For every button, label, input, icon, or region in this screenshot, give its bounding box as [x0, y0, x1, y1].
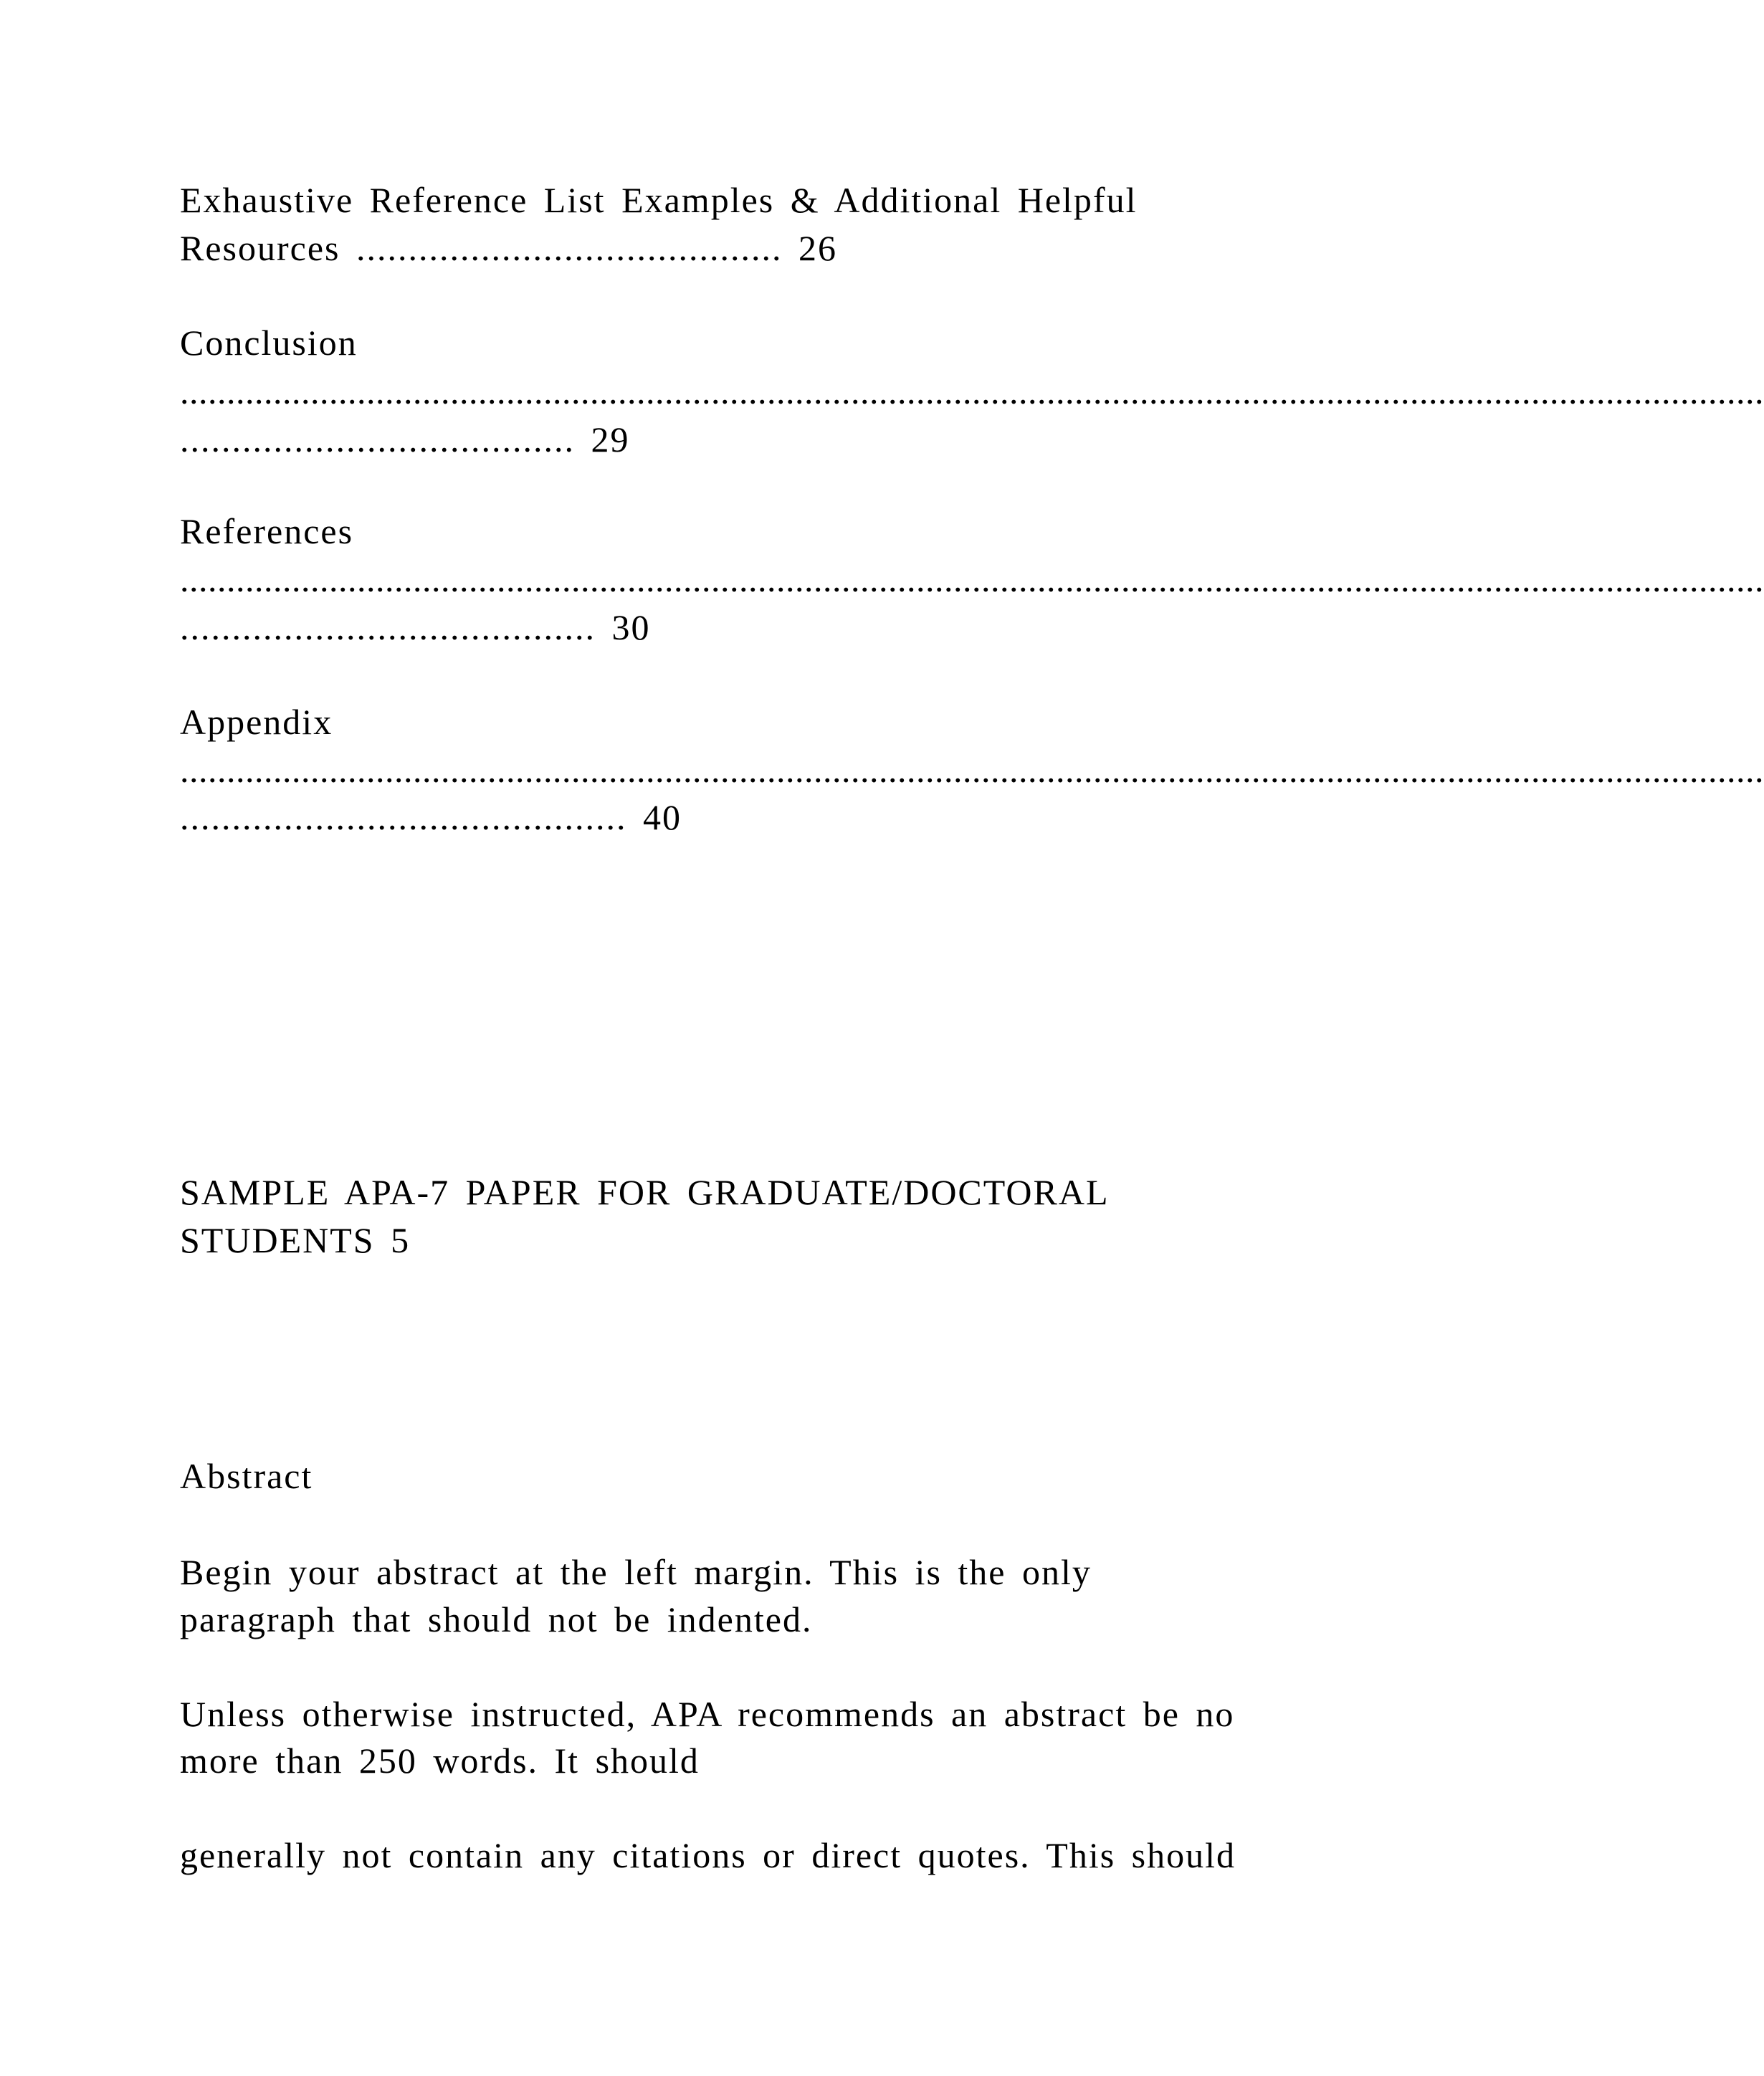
- toc-references-title: References: [180, 511, 354, 551]
- abstract-paragraph-2-line1: Unless otherwise instructed, APA recommends an abstract be no: [180, 1694, 1235, 1734]
- abstract-heading: Abstract: [180, 1456, 313, 1496]
- abstract-paragraph-1-line2: paragraph that should not be indented.: [180, 1599, 813, 1639]
- toc-appendix-dots: ..........................................................................................................................................................................: [180, 750, 1764, 790]
- abstract-paragraph-2-line2: more than 250 words. It should: [180, 1741, 700, 1781]
- toc-exhaustive-line1: Exhaustive Reference List Examples & Additional Helpful: [180, 180, 1138, 220]
- toc-conclusion-page: ...................................... 29: [180, 419, 630, 460]
- abstract-paragraph-3-line1: generally not contain any citations or direct quotes. This should: [180, 1835, 1236, 1875]
- toc-conclusion-dots: ..........................................................................................................................................................................: [180, 371, 1764, 411]
- toc-conclusion-title: Conclusion: [180, 323, 358, 363]
- abstract-paragraph-1-line1: Begin your abstract at the left margin. This is the only: [180, 1552, 1092, 1592]
- toc-references-dots: ..........................................................................................................................................................................: [180, 559, 1764, 599]
- toc-exhaustive-line2: Resources ......................................... 26: [180, 228, 837, 268]
- toc-appendix-page: ........................................... 40: [180, 797, 682, 837]
- toc-references-page: ........................................ 30: [180, 607, 651, 647]
- toc-appendix-title: Appendix: [180, 702, 333, 742]
- running-head-line2: STUDENTS 5: [180, 1220, 411, 1260]
- running-head-line1: SAMPLE APA-7 PAPER FOR GRADUATE/DOCTORAL: [180, 1172, 1110, 1212]
